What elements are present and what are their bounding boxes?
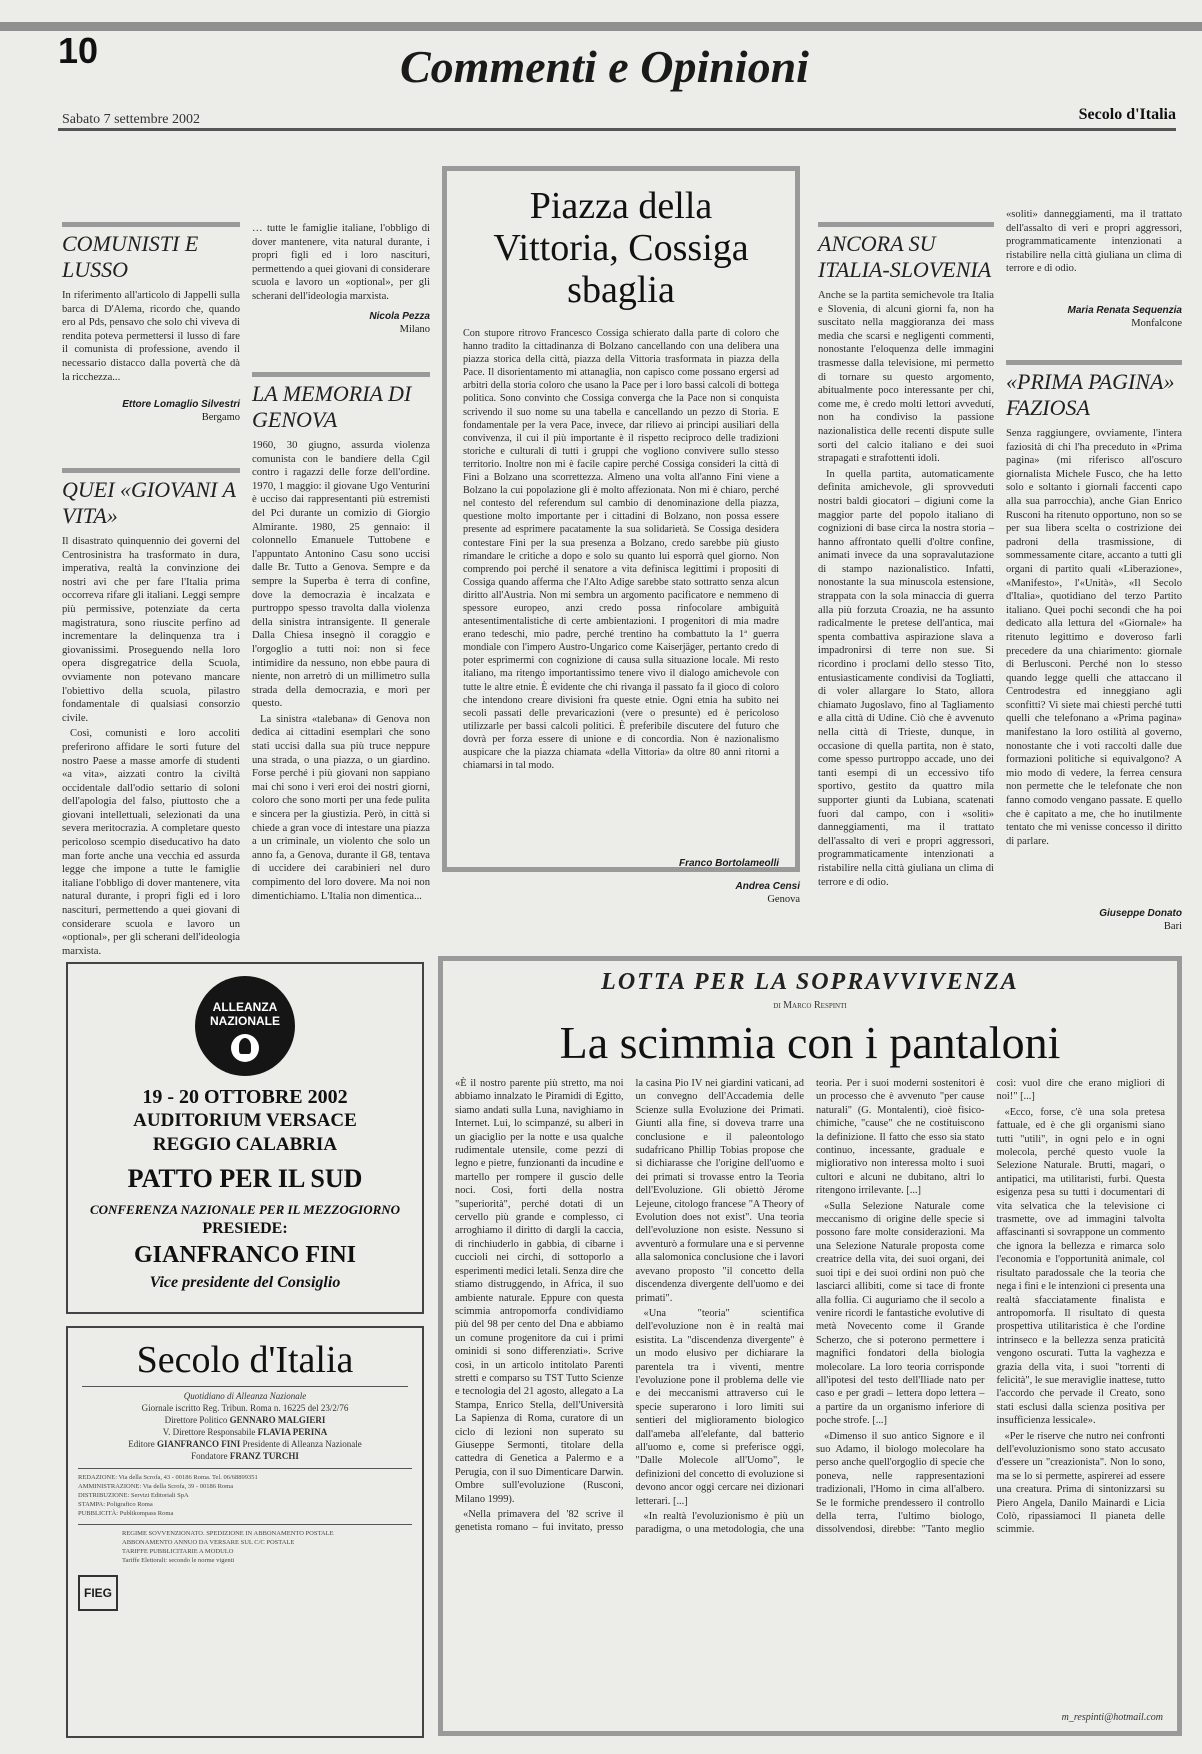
ad-speaker: GIANFRANCO FINI [134,1242,356,1268]
letter-comunisti-signature: Ettore Lomaglio Silvestri Bergamo [122,399,240,424]
letter-genova-signature: Andrea Censi Genova [735,881,800,905]
masthead-tagline: Quotidiano di Alleanza Nazionale [82,1386,408,1402]
feature-box [442,166,800,872]
ad-role: Vice presidente del Consiglio [149,1274,341,1291]
letter-prima-pagina [1006,360,1182,933]
letter-prima-pagina-signature: Giuseppe Donato Bari [1099,908,1182,932]
letter-prima-pagina-body: Senza raggiungere, ovviamente, l'intera faziosità di chi l'ha preceduto in «Prima pagina» (mi riferisco all'oscuro giornalista Michele Fusco, che ha letto solo e soltanto i giornali faccenti capo alla sua parrocchia), anche Gian Enrico Rusconi ha ritenuto opportuno, non so se per sua libera scelta o costrizione dei padroni della trasmissione, di sommessamente citare, accanto a tutti gli organi di partito quali «Liberazione», «Manifesto», l'«Unità», «Il Secolo d'Italia», quotidiano del terzo Partito italiano. Quei pochi secondi che ha poi dedicato alla lettura del «Giornale» ha ritenuto legittimo e doveroso farli precedere da una chiarimento: giornale di Berlusconi. Perché non lo stesso quando legge quelli che attaccano il Centrodestra ed inneggiano agli sconfitti? Vi siete mai chiesti perché tutti quelli che telefonano a «Prima pagina» manifestano la loro ostilità al governo, nonostante che i voti raccolti dalle due formazioni politiche si equivalgono? A mio modo di vedere, la ferrea censura non permette che le telefonate che non fanno comodo vengano passate. E quello che è capitato a me, che ho inutilmente tentato che mi venisse concesso il diritto di parlare. [1006,428,1182,847]
masthead-subscription: FIEG REGIME SOVVENZIONATO. SPEDIZIONE IN ABBONAMENTO POSTALE ABBONAMENTO ANNUO DA VERSARE SUL C/C POSTALE TARIFFE PUBBLICITARIE A MODULO Tariffe Elettorali: secondo le norme vigenti [78,1524,412,1629]
article-title: La scimmia con i pantaloni [559,1017,1061,1068]
ad-event: PATTO PER IL SUD [127,1164,363,1193]
letter-giovani-continued-body: … tutte le famiglie italiane, l'obbligo di dover mantenere, vita natural durante, i propri figli ed i loro nascituri, permettendo a quei giovani di considerare scuola e lavoro un «optional», per gli scherani dell'ideologia marxista. [252,223,430,302]
logo-text-line2: NAZIONALE [210,1014,280,1028]
feature-signature: Franco Bortolameolli [678,858,779,869]
masthead-director: Direttore Politico GENNARO MALGIERI [164,1415,326,1425]
masthead-registration: Giornale iscritto Reg. Tribun. Roma n. 16225 del 23/2/76 [141,1403,349,1413]
top-rule [0,22,1202,31]
letter-slovenia-title: ANCORA SU ITALIA-SLOVENIA [818,222,994,283]
letter-slovenia-signature: Maria Renata Sequenzia Monfalcone [1067,305,1182,329]
masthead-founder: Fondatore FRANZ TURCHI [191,1451,299,1461]
letter-giovani-signature: Nicola Pezza Milano [369,311,430,335]
fieg-logo-icon: FIEG [78,1575,118,1611]
issue-date: Sabato 7 settembre 2002 [62,112,201,127]
letter-genova-body: 1960, 30 giugno, assurda violenza comunista con le bandiere della Cgil contro i ragazzi delle forze dell'ordine. 1970, 1 maggio: il giovane Ugo Venturini è ucciso dai rappresentanti più estremisti del Pci durante un comizio di Giorgio Almirante. 1980, 25 gennaio: il colonnello Emanuele Tuttobene e l'appuntato Antonino Casu sono uccisi dalle Br. Tutto a Genova. Sempre e da sempre la Superba è terra di confine, dove la democrazia è incalzata e purtroppo spesso travolta dalla violenza della sinistra intransigente. Il generale Dalla Chiesa insegnò il coraggio e l'orgoglio a tutti noi: non si fece intimidire da nessuno, non ebbe paura di niente, non arretrò di un millimetro sulla strada della democrazia, e morì per questo. La sinistra «talebana» di Genova non dedica ai cittadini esemplari che sono stati uccisi dalla sua più truce neppure una strada, o una piazza, o un giardino. Forse perché i più giovani non sappiano mai chi sono i veri eroi dei nostri giorni, coloro che sono morti per una fede pulita e sincera per la giustizia. Però, in città si chiede a gran voce di intestare una piazza a un criminale, un violento che solo un anno fa, a Genova, durante il G8, tentava di uccidere dei carabinieri nel duro compimento del loro dovere. Ma noi non dimentichiamo. L'Italia non dimentica... [252,440,430,902]
letter-giovani [62,468,240,957]
letter-comunisti [62,222,240,424]
ad-venue: AUDITORIUM VERSACE [133,1110,357,1131]
article-body: «È il nostro parente più stretto, ma noi abbiamo innalzato le Piramidi di Egitto, siamo andati sulla Luna, navighiamo in Internet. Lui, lo scimpanzé, su alberi in un giaciglio per la notte e usa qualche rudimentale utensile, come pezzi di legno e pietre, funzionanti da incudine e martello per rompere il guscio delle noci. Così, forti della nostra "superiorità", perché dotati di un cervello più grande e complesso, ci arroghiamo il diritto di dargli la caccia, di rinchiuderlo in gabbia, di cibarne i cuccioli nei circhi, di sottoporlo a esperimenti medici letali. Senza dire che stiamo distruggendo, in Africa, il suo ambiente naturale. Eppure con questa scimmia antropomorfa condividiamo più del 98 per cento del Dna e abbiamo un comune progenitore da cui i primi ominidi si sono differenziati». Scrive così, in un articolo intitolato Parenti stretti e comparso su TST Tutto Scienze e tecnologia del 21 agosto, allegato a La Stampa, Enrico Stella, dell'Università La Sapienza di Roma, curatore di un ciclo di lezioni non superato su Giuseppe Sermonti, titolare della cattedra di Genetica a Palermo e a Perugia, con il suo Dimenticare Darwin. Ombre sull'evoluzione (Rusconi, Milano 1999). «Nella primavera del '82 scrive il genetista romano – fui invitato, presso la casina Pio IV nei giardini vaticani, ad un convegno dell'Accademia delle Scienze sulla Evoluzione dei Primati. Giunti alla fine, si doveva trarre una conclusione e il paleontologo sudafricano Phillip Tobias propose che si dichiarasse che l'origine dell'uomo e dei primati si trovasse entro la Teoria dell'Evoluzione. Gli obiettò Jérome Lejeune, citologo francese "A Theory of Evolution does not exist". Una teoria dell'evoluzione non esiste. Nessuno si avventurò a formulare una e si pervenne alla salomonica conclusione che i lavori avevano proposto "il concetto della discendenza divergente dell'uomo e dei primati". «Una "teoria" scientifica dell'evoluzione non è in realtà mai esistita. La "discendenza divergente" è un modo elusivo per dichiarare la parentela tra i viventi, mentre l'evoluzione pone il problema delle vie e dei meccanismi attraverso cui le specie superarono i loro limiti sui sentieri del miglioramento biologico dall'ameba all'elefante, dal batterio all'uomo e, come si preferisce oggi, "Dalle Molecole all'Uomo", le definizioni del concetto di evoluzione si devono ancor oggi cercare nei dizionari letterari. [...] «In realtà l'evoluzionismo è più un paradigma, o una metodologia, che una teoria. Per i suoi moderni sostenitori è un processo che è avvenuto "per cause naturali" (G. Montalenti), cioè fisico-chimiche, "cause" che ne costituiscono la definizione. Il fatto che esso sia stato continuo, incessante, graduale e migliorativo non interessa molto i suoi cultori e alcuni ne dubitano, altri lo ritengono irrilevante. [...] «Sulla Selezione Naturale come meccanismo di origine delle specie si possono fare molte considerazioni. Ma una Selezione Naturale proposta come creatrice della vita, dei suoi organi, dei suoi tipi e dei suoi ordini non può che lasciarci allibiti, come si tace di fronte alla follia. Ci auguriamo che il secolo a venire ricordi le fantastiche evolutive di metà Novecento come il Grande Scherzo, che si poterono permettere i magnifici fondatori della biologia molecolare. La loro teoria corrisponde all'ipotesi del testo dell'Iliade nato per caso e per gradi – lettera dopo lettera – a partire da un organismo inferiore di poche strofe. [...] «Dimenso il suo antico Signore e il suo Adamo, il biologo molecolare ha perso anche quell'orgoglio di specie che poneva, nelle rappresentazioni tradizionali, l'Homo in cima all'albero. Se le formiche prendessero il controllo della terra, l'ultimo biologo, dissolvendosi, direbbe: "Tanto meglio così: vuol dire che erano migliori di noi!" [...] «Ecco, forse, c'è una sola pretesa fattuale, ed è che gli organismi siano tutti "utili", in ogni pelo e in ogni molecola, perché questo vuole la Selezione Naturale. Brutti, magari, o antipatici, ma utilitaristi, furbi. Questa esigenza pesa su tutti i documentari di vita selvatica che la televisione ci trasmette, ove ad immagini talvolta affascinanti si sovrappone un commento che ignora la bellezza e rimarca solo l'economia e l'opportunità animale, col risultato paradossale che la teoria che nega i fini e le intenzioni ci presenta una realtà sfacciatamente finalista e antropomorfa. Il risultato di questa prospettiva utilitaristica è che l'ordine intrinseco e la bellezza senza praticità vengono oscurati. Tutta la vaghezza e grazia della vita, i suoi "torrenti di felicità", le sue meraviglie inattese, tutto l'accordo che pervade il Creato, sono stati esclusi dalla scienza positiva per insufficienza lessicale». «Per le riserve che nutro nei confronti dell'evoluzionismo sono stato accusato d'essere un "creazionista". Non lo sono, ma se lo si permette, aspirerei ad essere una creatura. Prima di sintonizzarsi su Piero Angela, Danilo Mainardi e Licia Colò, ripassiamoci Il pianeta delle scimmie. [455,1078,1165,1536]
masthead-name: Secolo d'Italia [136,1339,354,1381]
letter-comunisti-title: COMUNISTI E LUSSO [62,222,240,283]
ad-subtitle: CONFERENZA NAZIONALE PER IL MEZZOGIORNO [89,1202,401,1217]
an-advertisement [66,962,424,1314]
paper-name: Secolo d'Italia [1078,106,1176,123]
alleanza-nazionale-logo-icon [195,976,295,1076]
letter-comunisti-body: In riferimento all'articolo di Jappelli sulla barca di D'Alema, ricordo che, quando ero al Pds, pensavo che solo chi viveva di rendita poteva permettersi il lusso di fare il comunista di professione, avendo il necessario distacco dalla povertà che dà la ricchezza... [62,290,240,383]
ad-city: REGGIO CALABRIA [152,1134,338,1155]
page-number: 10 [58,30,99,71]
letter-giovani-continued [252,222,430,336]
masthead-publisher: Editore GIANFRANCO FINI Presidente di Alleanza Nazionale [128,1439,362,1449]
letter-genova-signature-area [442,880,800,906]
header-rule [58,128,1176,131]
letter-giovani-body: Il disastrato quinquennio dei governi del Centrosinistra ha trasformato in dura, imperativa, realtà la convinzione dei nostri avi che per fare l'Italia prima occorreva rifare gli italiani. Leggi sempre più permissive, potenziate da certa magistratura, sono riuscite perfino ad incrementare la delinquenza tra i giovanissimi. Proseguendo nella loro opera disgregatrice della Scuola, ovviamente non potevano mancare l'obiettivo della scuola, pilastro fondamentale di qualsiasi consorzio civile. Così, comunisti e loro accoliti preferirono affidare le sorti future del nostro Paese a masse amorfe di studenti «a vita», aizzati contro la civiltà occidentale dall'odio settario di soloni dell'apologia del falso, piuttosto che a giovani intellettuali, selezionati da una severa meritocrazia. A completare questo pericoloso scempio diseducativo ha dato man forte anche una vecchia ed assurda legge che impone a tutte le famiglie italiane l'obbligo di dover mantenere, vita natural durante, i propri figli ed i loro nascituri, permettendo a quei giovani di considerare scuola e lavoro un «optional», per gli scherani dell'ideologia marxista. [62,536,240,957]
letter-giovani-title: QUEI «GIOVANI A VITA» [62,468,240,529]
masthead-fine-print: REDAZIONE: Via della Scrofa, 43 - 00186 Roma. Tel. 06/68899351 AMMINISTRAZIONE: Via della Scrofa, 39 - 00186 Roma DISTRIBUZIONE: Servizi Editoriali SpA STAMPA: Poligrafico Roma PUBBLICITÀ: Publikompass Roma [78,1468,412,1518]
letter-prima-pagina-title: «PRIMA PAGINA» FAZIOSA [1006,360,1182,421]
ad-dates: 19 - 20 OTTOBRE 2002 [142,1086,348,1108]
feature-body: Con stupore ritrovo Francesco Cossiga schierato dalla parte di coloro che hanno tradito la cittadinanza di Bolzano cancellando con una delibera una piazza storica della città, piazza della Vittoria trasformata in piazza della Pace. Il disorientamento mi attanaglia, non capisco come possano ergersi ad arbitri della storia coloro che usano la Pace per i loro bassi calcoli di bottega politica. Sono convinto che Cossiga converga che la Pace non si conquista scrivendo il suo nome su una tabella e cancellando un pezzo di Storia. E fondamentale per la vera Pace, invece, dar rilievo ai principi ausiliari della convivenza, il cui il più importante è il rispetto reciproco delle tradizioni storiche e culturali di tutti i gruppi che vogliono convivere sullo stesso territorio. Inoltre non mi è facile capire perché Cossiga consideri la città di Fini a Bolzano una scorrettezza. Almeno una volta all'anno Fini viene a Bolzano la cui popolazione gli è molto affezionata. Non mi è chiaro, perché nel contesto del referendum sul cambio di denominazione della piazza, questione molto importante per i cittadini di Bolzano, non possa essere presente ad esprimere pacatamente la sua solidarietà. Se Cossiga desidera contestare Fini per la sua presenza a Bolzano, credo sarebbe più giusto rimandare le critiche a dopo e solo su quanto lui esporrà quel giorno. Non comprendo poi perché il senatore a vita definisca legittimi i propositi di Cossiga quando afferma che l'Alto Adige sarebbe stato sottratto senza alcun diritto all'Austria. Non mi sembra un argomento pacificatore e nemmeno di spessore europeo, anzi credo possa rinfocolare ambiguità antesentimentalistiche di certe ambientazioni. I progenitori di mia madre erano tedeschi, mio padre, perché trentino ha combattuto la 1ª guerra mondiale con l'impero Austro-Ungarico come Kaiserjäger, pertanto credo di poter esprimermi con cognizione di causa sulla situazione locale. Mi resto italiano, ma ritengo importantissimo tenere vivo il dialogo amichevole con tutte le altre etnie. È evidente che chi rivanga il passato fa il gioco di coloro che intendono creare divisioni fra queste etnie. Ogni etnia ha subìto nei secoli passati delle prevaricazioni (vere o presunte) ed è pericoloso utilizzarle per bassi calcoli politici. È preferibile discutere del futuro che dovrà per forza essere di unione e di concordia. Non è nazionalismo auspicare che la piazza chiamata «della Vittoria» da oltre 80 anni ritorni a chiamarsi in tal modo. [463,328,779,772]
letter-slovenia-continued: «soliti» danneggiamenti, ma il trattato dell'assalto di veri e propri aggressori, programmaticamente intenzionati a ristabilire nella città giuliana un clima di terrore e di odio. Maria Renata Sequenzia Monfalcone [1006,209,1182,329]
masthead-box [66,1326,424,1738]
article-email: m_respinti@hotmail.com [1061,1712,1163,1723]
masthead-vice: V. Direttore Responsabile FLAVIA PERINA [162,1427,328,1437]
letter-slovenia-body: Anche se la partita semichevole tra Italia e Slovenia, di alcuni giorni fa, non ha suscitato nella maggioranza dei mass media che scarsi e negligenti commenti, nonostante l'eloquenza delle immagini trasmesse dalla televisione, mi permetto di tornare su questo argomento, abitualmente poco interessante per chi, come me, è credo molti lettori avvedutí, non ha condiviso la passione nazionalistica delle recenti dispute sulle sorti del calcio italiano e dei suoi strapagati e strafottenti idoli. In quella partita, automaticamente definita amichevole, gli sprovveduti nostri baldi giocatori – digiuni come la maggior parte del popolo italiano di cognizioni di base circa la nostra storia – hanno affrontato quelli d'oltre confine, animati invece da una sopravalutazione di stampo nazionalistico. Infatti, nonostante la sua minuscola estensione, strappata con la sola minaccia di guerra alla più forzuta Croazia, ne ha assunto radicalmente le pretese dell'antica, mai spenta combattiva aspirazione slava a impadronirsi di terre non sue. Si ricordino i proclami dello stesso Tito, entusiasticamente condivisi da Togliatti, di voler allargare lo Stato, allora chiamato Jugoslavo, fino al Tagliamento e alla città di Udine. Ciò che è avvenuto nella città di Trieste, dunque, in occasione di quella partita, non è stato, come spesso purtroppo accade, uno dei tanti esempi di un eccessivo tifo sportivo, gestito da quattro mila supporter giunti da Lubiana, scatenati fuori dal campo, con i «soliti» danneggiamenti, ma il trattato dell'assalto di veri e propri aggressori, programmaticamente intenzionati a ristabilire nella città giuliana un clima di terrore e di odio. [818,290,994,888]
letter-genova-title: LA MEMORIA DI GENOVA [252,372,430,433]
article-byline: di Marco Respinti [773,1000,847,1011]
article-scimmia [438,956,1182,1736]
logo-text-line1: ALLEANZA [212,1000,278,1014]
letter-slovenia [818,222,994,979]
ad-presides: PRESIEDE: [202,1220,288,1237]
letter-genova [252,372,430,955]
feature-title: Piazza della Vittoria, Cossiga sbaglia [493,185,749,311]
article-kicker: LOTTA PER LA SOPRAVVIVENZA [601,969,1019,995]
flame-emblem-icon [231,1034,259,1062]
section-title: Commenti e Opinioni [400,41,809,92]
